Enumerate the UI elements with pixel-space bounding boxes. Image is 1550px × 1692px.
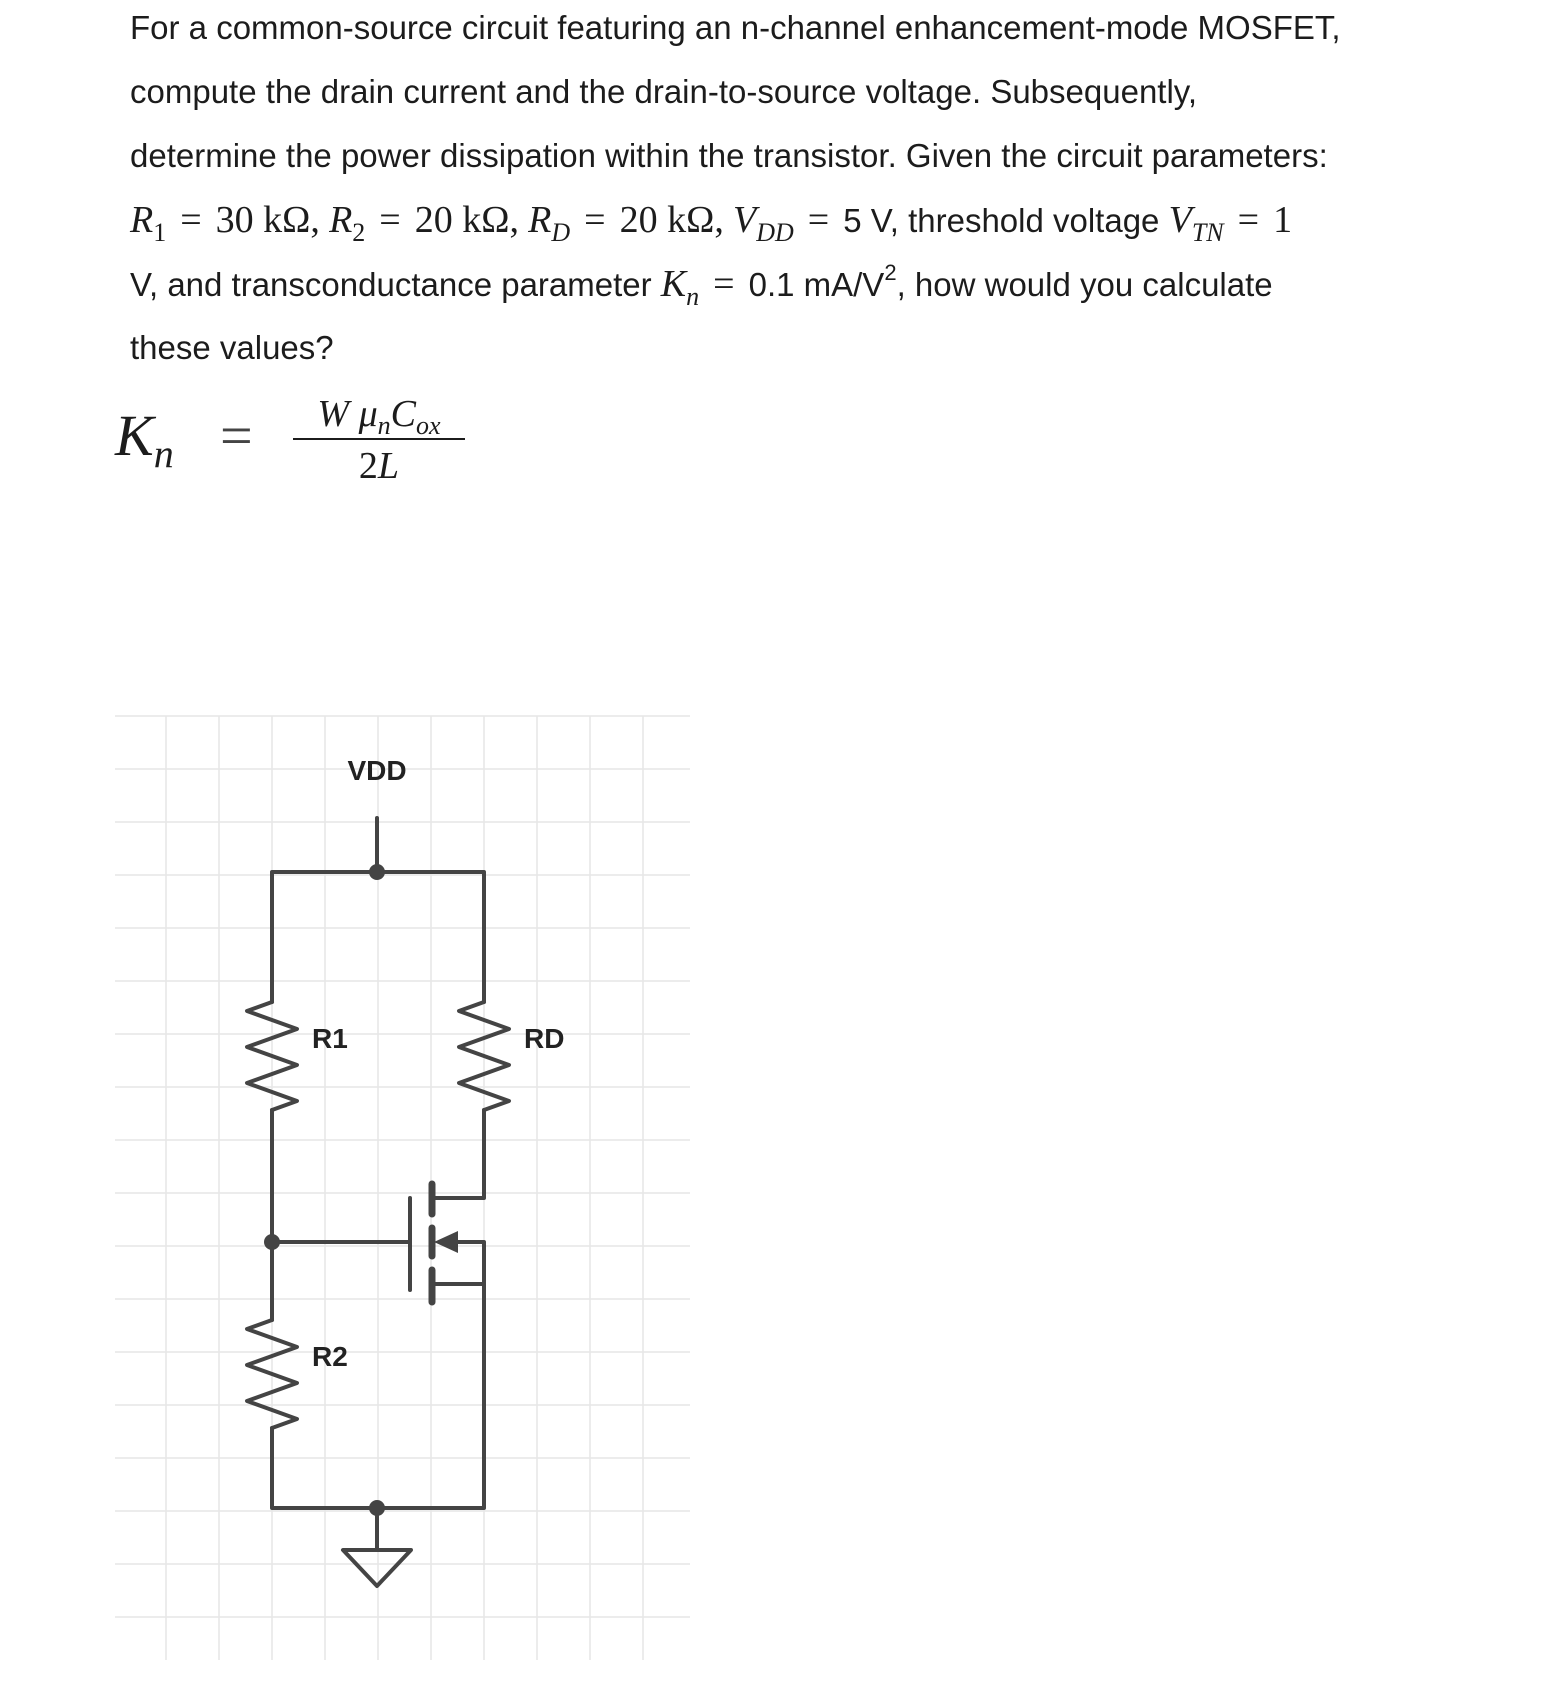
rd-label: RD — [524, 1023, 565, 1054]
line5-end: , how would you calculate — [896, 266, 1273, 303]
problem-line-3: determine the power dissipation within the transistor. Given the circuit parameters: — [130, 137, 1328, 174]
problem-line-5: V, and transconductance parameter $K_n = 0.1$ $mA/V^2$, how would you calculate — [130, 260, 1273, 311]
formula-lhs-k: K — [115, 403, 154, 468]
r2-value: 20 kΩ, — [414, 199, 519, 241]
ground-junction — [369, 1500, 385, 1516]
denominator-number: 2 — [358, 445, 378, 487]
kn-exponent: 2 — [884, 260, 897, 285]
problem-line-6: these values? — [130, 329, 334, 366]
formula-lhs-sub: n — [153, 431, 174, 476]
rd-resistor — [459, 1002, 509, 1110]
ground-symbol — [343, 1550, 411, 1586]
drain-wire — [432, 1110, 484, 1198]
numerator-mu-sub: n — [377, 411, 391, 440]
numerator-c: C — [390, 393, 417, 435]
problem-line-1: For a common-source circuit featuring an n-channel enhancement-mode MOSFET, — [130, 9, 1341, 46]
r1-resistor — [247, 1002, 297, 1110]
vtn-value: 1 — [1273, 199, 1293, 241]
kn-value: 0.1 mA/V — [748, 266, 885, 303]
r2-resistor — [247, 1320, 297, 1428]
vdd-junction — [369, 864, 385, 880]
numerator-c-sub: ox — [416, 411, 441, 440]
rd-value: 20 kΩ, — [619, 199, 724, 241]
problem-line-4-parameters: $R_1 = 30$ kΩ, $R_2 = 20$ kΩ, $R_D = 20$ kΩ, $V_{DD} = 5$ V, threshold voltage $V_{TN} = 1$ — [130, 199, 1293, 247]
r1-value: 30 kΩ, — [215, 199, 320, 241]
r1-label: R1 — [312, 1023, 348, 1054]
r2-label: R2 — [312, 1341, 348, 1372]
line5-start: V, and transconductance parameter — [130, 266, 652, 303]
vdd-value: 5 V, threshold voltage — [843, 202, 1160, 239]
body-arrow — [434, 1231, 458, 1253]
problem-line-2: compute the drain current and the drain-to-source voltage. Subsequently, — [130, 73, 1198, 110]
vdd-label: VDD — [347, 755, 407, 786]
numerator-mu: μ — [358, 393, 378, 435]
gate-junction — [264, 1234, 280, 1250]
denominator-var: L — [377, 445, 400, 487]
formula-equals: = — [220, 403, 253, 468]
numerator-w: W — [317, 393, 350, 435]
grid-background — [115, 716, 690, 1660]
